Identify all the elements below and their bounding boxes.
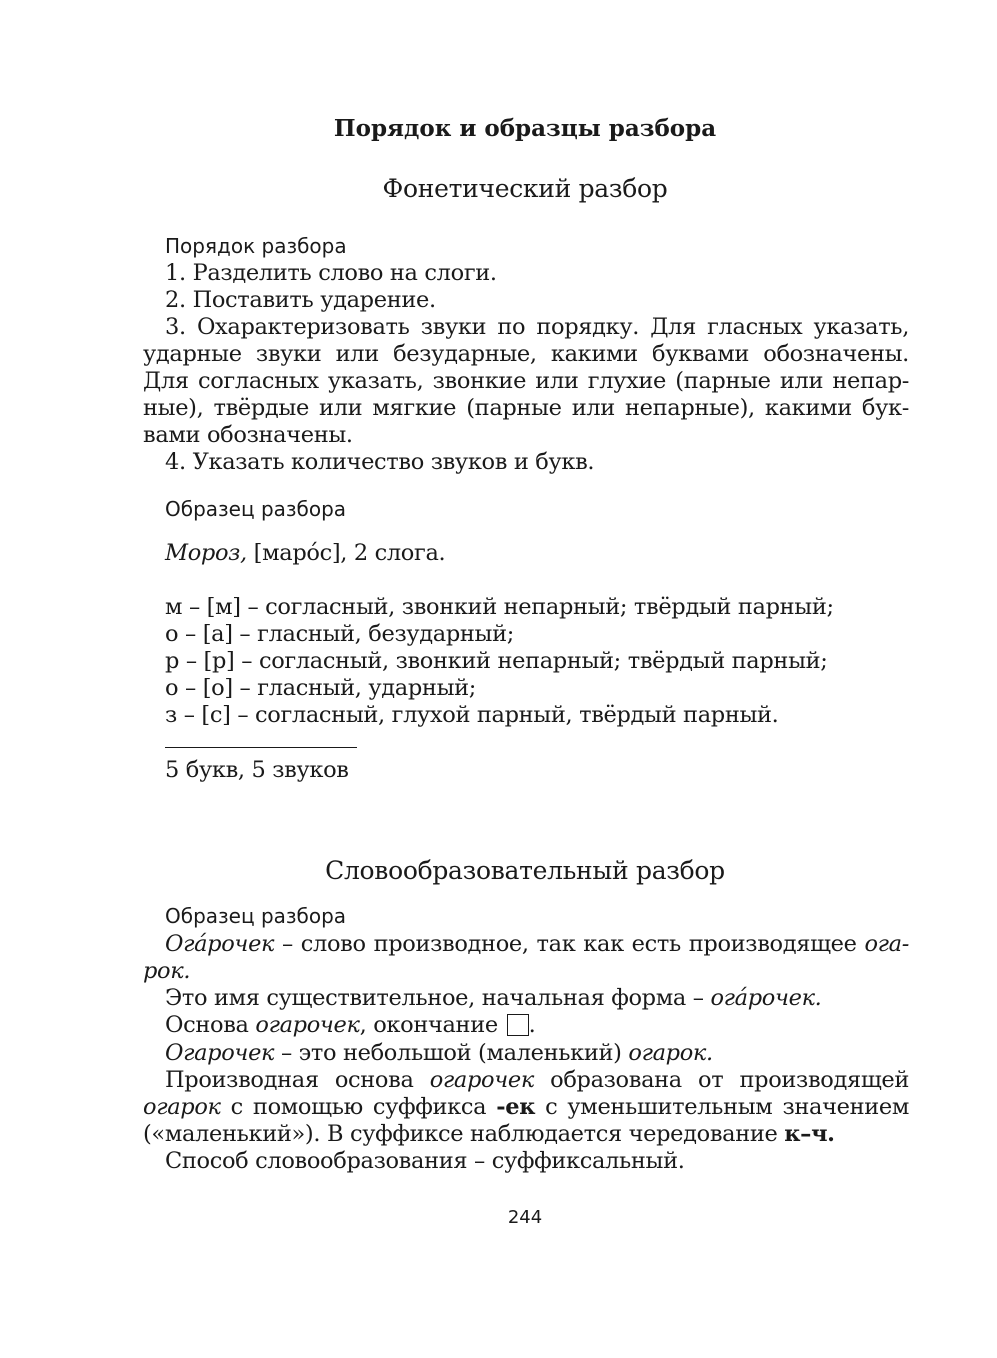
step-line: 3. Охарактеризовать звуки по порядку. Для гласных указать, (165, 314, 909, 340)
wf-alternation: к–ч. (784, 1121, 835, 1147)
wf-word: огарочек (255, 1012, 360, 1038)
page-number: 244 (507, 1207, 543, 1228)
sound-line: о – [а] – гласный, безударный; (165, 621, 514, 647)
wf-text: с уменьшительным значением (535, 1094, 909, 1120)
wf-word: ога́рочек. (710, 985, 822, 1011)
wf-word: огарок. (628, 1040, 713, 1066)
wf-word: огарочек (429, 1067, 534, 1093)
step-line: вами обозначены. (143, 422, 353, 448)
empty-ending-box (507, 1014, 529, 1036)
order-heading: Порядок разбора (165, 234, 347, 258)
main-title: Порядок и образцы разбора (333, 115, 717, 142)
wf-word: рок. (143, 958, 191, 984)
example-line (165, 540, 445, 566)
step-line: Для согласных указать, звонкие или глухие (парные или непар- (143, 368, 909, 394)
sound-line: з – [с] – согласный, глухой парный, твёрдый парный. (165, 702, 779, 728)
step-line: 4. Указать количество звуков и букв. (165, 449, 595, 475)
sound-line: р – [р] – согласный, звонкий непарный; твёрдый парный; (165, 648, 828, 674)
wf-suffix: -ек (496, 1094, 536, 1120)
wf-line (143, 1121, 835, 1147)
example-transcription: [маро́с], 2 слога. (253, 540, 446, 566)
word-formation-title: Словообразовательный разбор (325, 856, 725, 885)
sound-line: м – [м] – согласный, звонкий непарный; твёрдый парный; (165, 594, 834, 620)
wf-text: Это имя существительное, начальная форма – (165, 985, 711, 1011)
wf-text: . (528, 1012, 536, 1038)
wf-word: Огарочек (165, 1040, 275, 1066)
example-word: Мороз, (165, 540, 247, 566)
wf-line (143, 958, 190, 984)
wf-line (165, 985, 821, 1011)
wf-text: с помощью суффикса (220, 1094, 497, 1120)
step-line: 2. Поставить ударение. (165, 287, 436, 313)
wf-line (165, 931, 909, 957)
sample-heading: Образец разбора (165, 497, 347, 521)
wf-text: , окончание (359, 1012, 505, 1038)
wf-text: образована от производящей (533, 1067, 909, 1093)
wf-word: ога- (864, 931, 909, 957)
wf-text: Основа (165, 1012, 256, 1038)
wf-line: Способ словообразования – суффиксальный. (165, 1148, 685, 1174)
wf-word: огарок (143, 1094, 221, 1120)
step-line: ные), твёрдые или мягкие (парные или непарные), какими бук- (143, 395, 909, 421)
wf-line (165, 1040, 713, 1066)
wf-line (143, 1094, 909, 1120)
wf-text: («маленький»). В суффиксе наблюдается чередование (143, 1121, 785, 1147)
wf-text: Производная основа (165, 1067, 430, 1093)
wf-line (165, 1067, 909, 1093)
sound-line: о – [о] – гласный, ударный; (165, 675, 476, 701)
summary-total: 5 букв, 5 звуков (165, 757, 349, 783)
wf-line (165, 1012, 535, 1038)
step-line: 1. Разделить слово на слоги. (165, 260, 497, 286)
wf-text: – слово производное, так как есть производящее (274, 931, 865, 957)
phonetic-section-title: Фонетический разбор (382, 174, 668, 203)
wf-word: Ога́рочек (165, 931, 275, 957)
step-line: ударные звуки или безударные, какими буквами обозначены. (143, 341, 909, 367)
summary-rule (165, 747, 357, 748)
wf-sample-heading: Образец разбора (165, 904, 347, 928)
wf-text: – это небольшой (маленький) (274, 1040, 629, 1066)
